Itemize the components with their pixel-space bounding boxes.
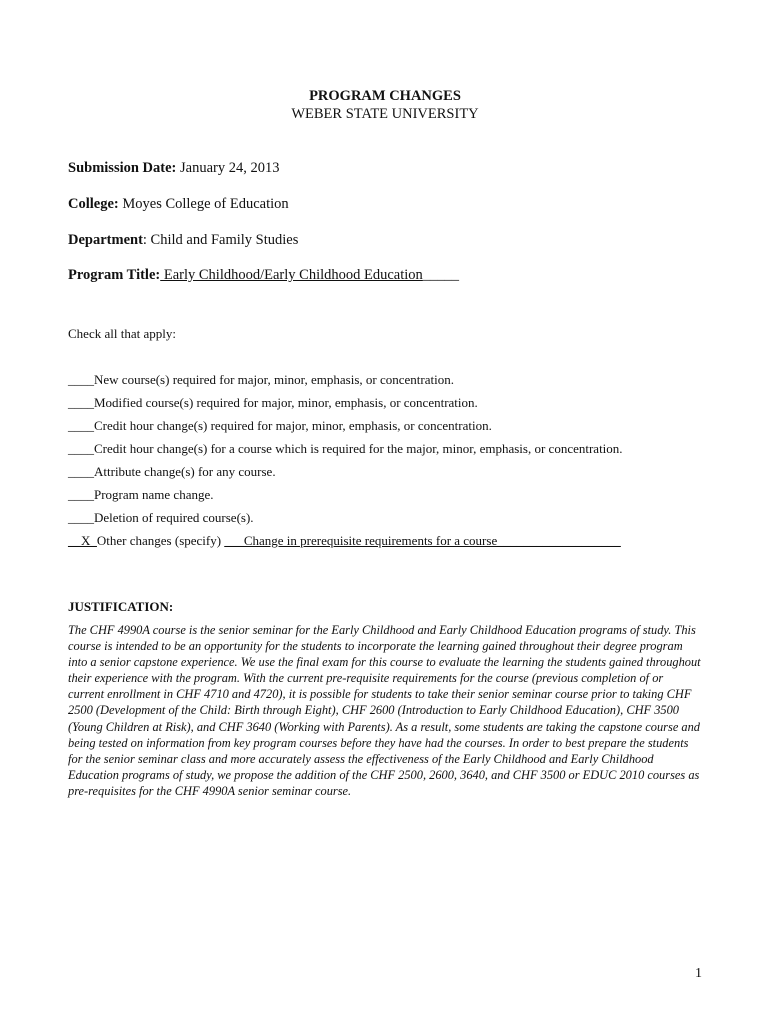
checklist-item-text: New course(s) required for major, minor, emphasis, or concentration. [94, 372, 454, 387]
checklist-mark: ____ [68, 510, 94, 525]
checklist-mark: ____ [68, 487, 94, 502]
institution-name: WEBER STATE UNIVERSITY [291, 106, 479, 122]
checklist-item-other [68, 532, 623, 555]
checklist-item-text: Modified course(s) required for major, minor, emphasis, or concentration. [94, 395, 478, 410]
checklist-item [68, 440, 623, 463]
program-title-value: Early Childhood/Early Childhood Education [160, 267, 423, 283]
checklist-mark: ____ [68, 441, 94, 456]
page-number: 1 [695, 966, 702, 981]
checklist-item-text: Program name change. [94, 487, 214, 502]
checklist-item-text: Attribute change(s) for any course. [94, 464, 276, 479]
document-title: PROGRAM CHANGES [309, 88, 461, 104]
submission-date-label: Submission Date: [68, 160, 177, 176]
submission-date-field [68, 160, 279, 177]
program-title-label: Program Title: [68, 267, 161, 283]
department-field [68, 232, 298, 249]
checklist-item [68, 509, 623, 532]
checklist-item [68, 463, 623, 486]
college-field [68, 196, 289, 213]
change-checklist [68, 371, 623, 555]
submission-date-value: January 24, 2013 [176, 160, 280, 176]
checklist-item [68, 417, 623, 440]
checklist-item [68, 394, 623, 417]
checklist-mark-other: __X_ [68, 533, 97, 548]
checklist-mark: ____ [68, 418, 94, 433]
checklist-item [68, 486, 623, 509]
checklist-item-text: Credit hour change(s) required for major, minor, emphasis, or concentration. [94, 418, 492, 433]
other-changes-value: ___Change in prerequisite requirements for a course___________________ [224, 533, 621, 548]
college-label: College: [68, 196, 119, 212]
department-value: : Child and Family Studies [142, 232, 299, 248]
program-title-field [68, 267, 459, 284]
checklist-mark: ____ [68, 372, 94, 387]
other-changes-label: Other changes (specify) [96, 533, 225, 548]
department-label: Department [68, 232, 143, 248]
college-value: Moyes College of Education [118, 196, 289, 212]
checklist-intro: Check all that apply: [68, 326, 176, 341]
justification-heading: JUSTIFICATION: [68, 599, 174, 614]
checklist-item-text: Credit hour change(s) for a course which is required for the major, minor, emphasis, or concentration. [94, 441, 623, 456]
justification-text: The CHF 4990A course is the senior seminar for the Early Childhood and Early Childhood Education programs of study. This course is intended to be an opportunity for the students to incorporate the learning gained throughout their degree program into a senior capstone experience. We use the final exam for this course to evaluate the learning the students gained throughout their experience with the program. With the current pre-requisite requirements for the course (previous completion of or current enrollment in CHF 4710 and 4720), it is possible for students to take their senior seminar course prior to taking CHF 2500 (Development of the Child: Birth through Eight), CHF 2600 (Introduction to Early Childhood Education), CHF 3500 (Young Children at Risk), and CHF 3640 (Working with Parents). As a result, some students are taking the capstone course and being tested on information from key program courses before they have had the courses. In order to best prepare the students for the senior seminar class and more accurately assess the effectiveness of the Early Childhood and Early Childhood Education programs of study, we propose the addition of the CHF 2500, 2600, 3640, and CHF 3500 or EDUC 2010 courses as pre-requisites for the CHF 4990A senior seminar course. [68, 623, 701, 798]
checklist-mark: ____ [68, 395, 94, 410]
checklist-item-text: Deletion of required course(s). [94, 510, 254, 525]
program-title-trail: _____ [422, 267, 460, 283]
checklist-item [68, 371, 623, 394]
checklist-mark: ____ [68, 464, 94, 479]
